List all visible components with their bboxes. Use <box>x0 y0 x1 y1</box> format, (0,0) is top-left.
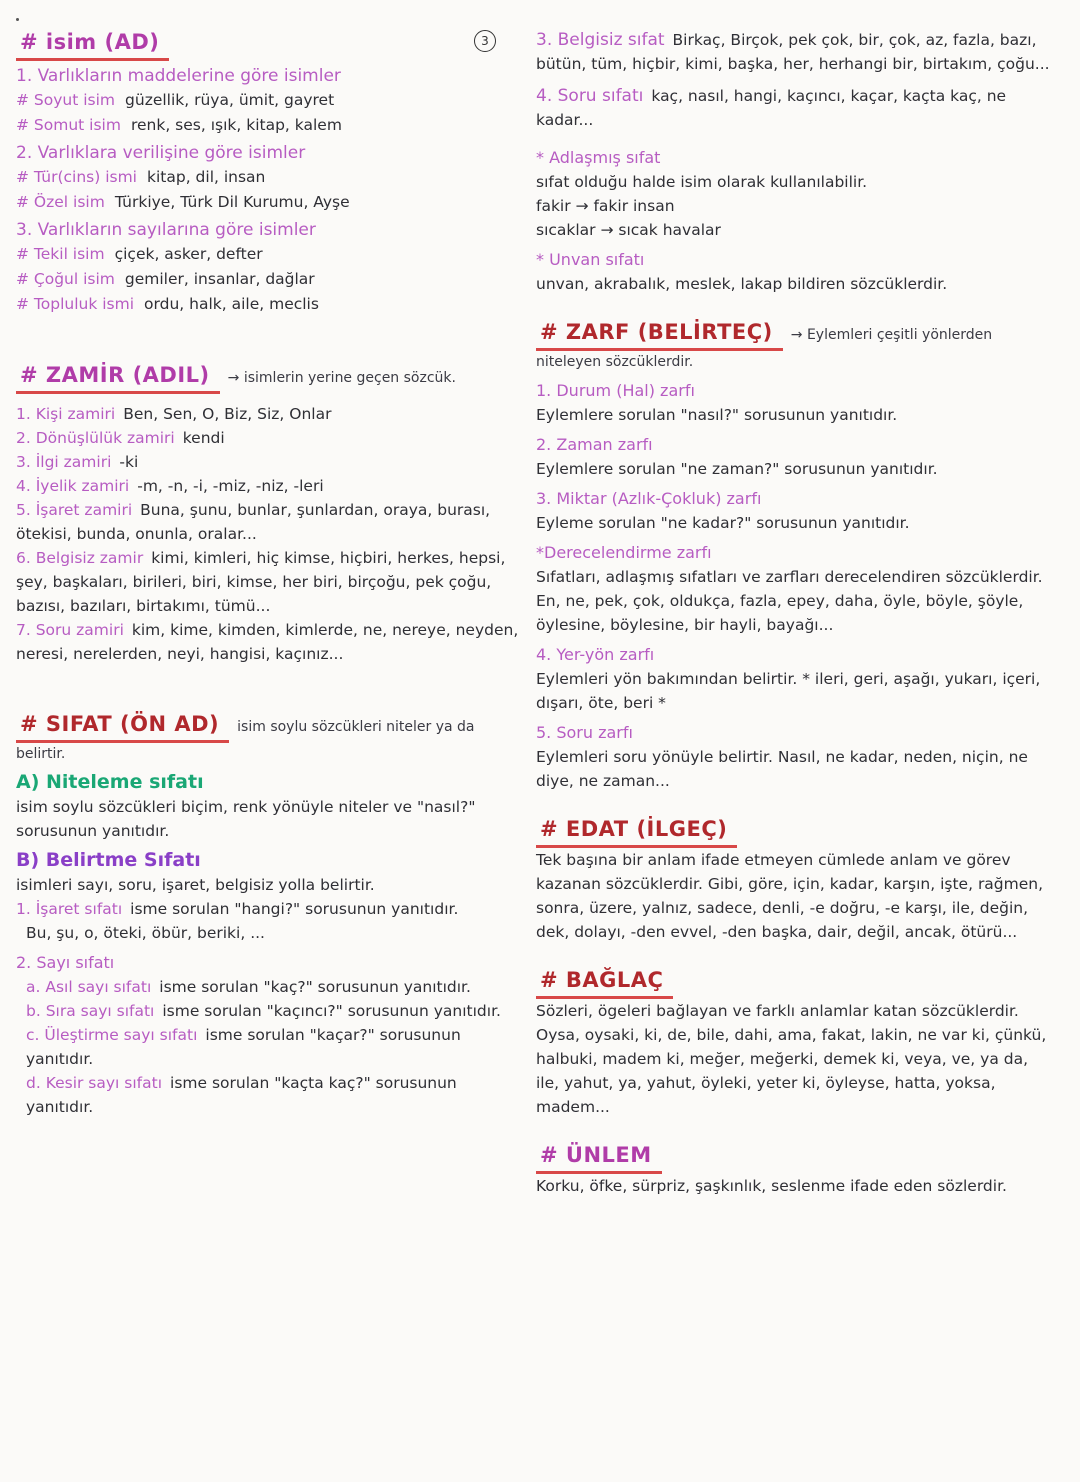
isaret-examples: Bu, şu, o, öteki, öbür, beriki, ... <box>26 924 265 942</box>
list-item: d. Kesir sayı sıfatı isme sorulan "kaçta kaç?" sorusunun yanıtıdır. <box>26 1074 457 1116</box>
zamir-title: # ZAMİR (ADIL) <box>16 361 220 394</box>
zarf-item-text: Eylemlere sorulan "nasıl?" sorusunun yanıtıdır. <box>536 406 898 424</box>
baglac-title: # BAĞLAÇ <box>536 966 673 999</box>
list-item: # Somut isim renk, ses, ışık, kitap, kalem <box>16 116 342 134</box>
list-item: 6. Belgisiz zamir kimi, kimleri, hiç kimse, hiçbiri, herkes, hepsi, şey, başkaları, birileri, biri, kimse, her biri, birçoğu, pek çoğu, bazısı, bazıları, birtakımı, tümü... <box>16 549 506 615</box>
niteleme-text: isim soylu sözcükleri biçim, renk yönüyle niteler ve "nasıl?" sorusunun yanıtıdır. <box>16 798 476 840</box>
belirtme-text: isimleri sayı, soru, işaret, belgisiz yolla belirtir. <box>16 876 375 894</box>
edat-title: # EDAT (İLGEÇ) <box>536 815 737 848</box>
list-item: 1. İşaret sıfatı isme sorulan "hangi?" sorusunun yanıtıdır. <box>16 900 459 918</box>
list-item: # Tekil isim çiçek, asker, defter <box>16 245 263 263</box>
list-item: c. Üleştirme sayı sıfatı isme sorulan "kaçar?" sorusunun yanıtıdır. <box>26 1026 461 1068</box>
zarf-item-label: *Derecelendirme zarfı <box>536 543 712 562</box>
list-item: # Tür(cins) ismi kitap, dil, insan <box>16 168 266 186</box>
list-item: 2. Dönüşlülük zamiri kendi <box>16 429 225 447</box>
list-item: # Çoğul isim gemiler, insanlar, dağlar <box>16 270 315 288</box>
list-item: b. Sıra sayı sıfatı isme sorulan "kaçıncı?" sorusunun yanıtıdır. <box>26 1002 501 1020</box>
sifat-note: isim soylu sözcükleri niteler ya da belirtir. <box>16 719 475 762</box>
list-item: 1. Kişi zamiri Ben, Sen, O, Biz, Siz, Onlar <box>16 405 332 423</box>
unlem-text: Korku, öfke, sürpriz, şaşkınlık, seslenme ifade eden sözlerdir. <box>536 1177 1007 1195</box>
left-column <box>16 28 528 1119</box>
adlasmis-example: sıcaklar → sıcak havalar <box>536 221 721 239</box>
list-item: 5. İşaret zamiri Buna, şunu, bunlar, şunlardan, oraya, burası, ötekisi, bunda, onunla, oralar... <box>16 501 491 543</box>
adlasmis-heading: * Adlaşmış sıfat <box>536 148 661 167</box>
list-item: 4. Soru sıfatı kaç, nasıl, hangi, kaçıncı, kaçar, kaçta kaç, ne kadar... <box>536 86 1007 129</box>
belirtme-heading: B) Belirtme Sıfatı <box>16 849 201 871</box>
zarf-item-label: 4. Yer-yön zarfı <box>536 645 655 664</box>
baglac-text: Sözleri, ögeleri bağlayan ve farklı anlamlar katan sözcüklerdir. Oysa, oysaki, ki, de, bile, dahi, ama, fakat, lakin, ne var ki, çünkü, halbuki, madem ki, meğer, meğerki, demek ki, veya, ve, ya da, ile, yahut, ya, yahut, öyleki, yeter ki, öyleyse, hatta, yoksa, madem... <box>536 1002 1047 1116</box>
zarf-item-text: Sıfatları, adlaşmış sıfatları ve zarfları derecelendiren sözcüklerdir. En, ne, pek, çok, oldukça, fazla, epey, daha, öyle, böyle, şöyle, öylesine, böylesine, bir hayli, bayağı... <box>536 568 1043 634</box>
isim-group1-heading: 1. Varlıkların maddelerine göre isimler <box>16 66 341 86</box>
unlem-title: # ÜNLEM <box>536 1141 662 1174</box>
list-item: 7. Soru zamiri kim, kime, kimden, kimlerde, ne, nereye, neyden, neresi, nerelerden, neyi, hangisi, kaçınız... <box>16 621 519 663</box>
list-item: # Özel isim Türkiye, Türk Dil Kurumu, Ayşe <box>16 193 350 211</box>
list-item: 4. İyelik zamiri -m, -n, -i, -miz, -niz, -leri <box>16 477 324 495</box>
zarf-item-label: 1. Durum (Hal) zarfı <box>536 381 695 400</box>
zarf-title: # ZARF (BELİRTEÇ) <box>536 318 783 351</box>
isim-group2-heading: 2. Varlıklara verilişine göre isimler <box>16 143 306 163</box>
isim-title: # isim (AD) <box>16 28 169 61</box>
zarf-item-text: Eylemlere sorulan "ne zaman?" sorusunun yanıtıdır. <box>536 460 938 478</box>
sifat-continued <box>536 28 1056 296</box>
right-column <box>536 28 1056 1198</box>
unvan-heading: * Unvan sıfatı <box>536 250 645 269</box>
baglac-section <box>536 966 1056 1119</box>
zarf-note: → Eylemleri çeşitli yönlerden niteleyen sözcüklerdir. <box>536 327 993 370</box>
edat-section <box>536 815 1056 944</box>
list-item: # Soyut isim güzellik, rüya, ümit, gayret <box>16 91 335 109</box>
sayi-heading: 2. Sayı sıfatı <box>16 953 115 972</box>
pen-dot <box>16 18 19 21</box>
zamir-section <box>16 361 528 666</box>
zarf-section <box>536 318 1056 793</box>
zarf-item-text: Eylemleri soru yönüyle belirtir. Nasıl, ne kadar, neden, niçin, ne diye, ne zaman... <box>536 748 1028 790</box>
zarf-item-label: 3. Miktar (Azlık-Çokluk) zarfı <box>536 489 762 508</box>
list-item: a. Asıl sayı sıfatı isme sorulan "kaç?" sorusunun yanıtıdır. <box>26 978 471 996</box>
adlasmis-example: fakir → fakir insan <box>536 197 675 215</box>
sifat-title: # SIFAT (ÖN AD) <box>16 710 229 743</box>
unlem-section <box>536 1141 1056 1198</box>
zarf-item-text: Eyleme sorulan "ne kadar?" sorusunun yanıtıdır. <box>536 514 910 532</box>
zarf-item-label: 5. Soru zarfı <box>536 723 633 742</box>
sifat-section <box>16 710 528 1119</box>
isim-group3-heading: 3. Varlıkların sayılarına göre isimler <box>16 220 316 240</box>
list-item: 3. Belgisiz sıfat Birkaç, Birçok, pek çok, bir, çok, az, fazla, bazı, bütün, tüm, hiçbir, kimi, başka, her, herhangi bir, birtakım, çoğu... <box>536 30 1050 73</box>
zarf-item-label: 2. Zaman zarfı <box>536 435 653 454</box>
isim-section <box>16 28 528 317</box>
adlasmis-text: sıfat olduğu halde isim olarak kullanılabilir. <box>536 173 868 191</box>
list-item: 3. İlgi zamiri -ki <box>16 453 139 471</box>
zamir-note: → isimlerin yerine geçen sözcük. <box>227 370 456 386</box>
page-number: 3 <box>474 30 496 52</box>
zarf-item-text: Eylemleri yön bakımından belirtir. * ileri, geri, aşağı, yukarı, içeri, dışarı, öte, beri * <box>536 670 1041 712</box>
niteleme-heading: A) Niteleme sıfatı <box>16 771 204 793</box>
edat-text: Tek başına bir anlam ifade etmeyen cümlede anlam ve görev kazanan sözcüklerdir. Gibi, göre, için, kadar, karşın, işte, rağmen, sonra, üzere, yalnız, sadece, denli, -e doğru, -e karşı, ile, değin, dek, dolayı, -den evvel, -den başka, dair, değil, ancak, ötürü... <box>536 851 1044 941</box>
list-item: # Topluluk ismi ordu, halk, aile, meclis <box>16 295 319 313</box>
unvan-text: unvan, akrabalık, meslek, lakap bildiren sözcüklerdir. <box>536 275 948 293</box>
